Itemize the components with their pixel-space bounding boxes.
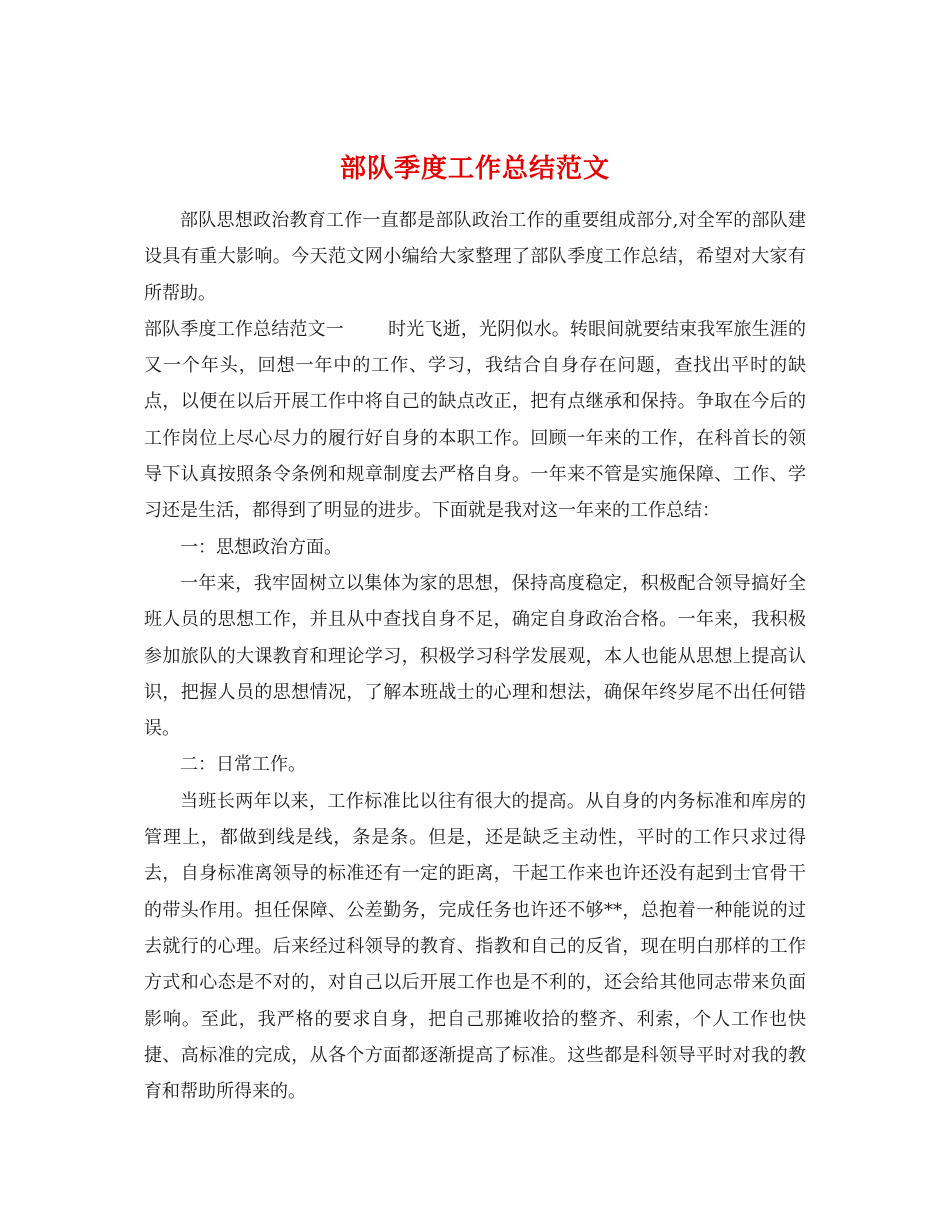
- document-body: [144, 203, 806, 1110]
- intro-paragraph: 部队思想政治教育工作一直都是部队政治工作的重要组成部分,对全军的部队建设具有重大影响。今天范文网小编给大家整理了部队季度工作总结，希望对大家有所帮助。: [144, 210, 806, 304]
- point2-heading: 二：日常工作。: [180, 754, 306, 776]
- point2-paragraph: 当班长两年以来，工作标准比以往有很大的提高。从自身的内务标准和库房的管理上，都做到线是线，条是条。但是，还是缺乏主动性，平时的工作只求过得去，自身标准离领导的标准还有一定的距离，干起工作来也许还没有起到士官骨干的带头作用。担任保障、公差勤务，完成任务也许还不够**，总抱着一种能说的过去就行的心理。后来经过科领导的教育、指教和自己的反省，现在明白那样的工作方式和心态是不对的，对自己以后开展工作也是不利的，还会给其他同志带来负面影响。至此，我严格的要求自身，把自己那摊收拾的整齐、利索，个人工作也快捷、高标准的完成，从各个方面都逐渐提高了标准。这些都是科领导平时对我的教育和帮助所得来的。: [144, 790, 806, 1103]
- section1-heading: 部队季度工作总结范文一: [144, 318, 344, 340]
- point1-heading: 一：思想政治方面。: [180, 536, 342, 558]
- section1-paragraph: [144, 312, 806, 530]
- point1-paragraph: 一年来，我牢固树立以集体为家的思想，保持高度稳定，积极配合领导搞好全班人员的思想工作，并且从中查找自身不足，确定自身政治合格。一年来，我积极参加旅队的大课教育和理论学习，积极学习科学发展观，本人也能从思想上提高认识，把握人员的思想情况，了解本班战士的心理和想法，确保年终岁尾不出任何错误。: [144, 572, 806, 740]
- section1-text: 时光飞逝，光阴似水。转眼间就要结束我军旅生涯的又一个年头，回想一年中的工作、学习，我结合自身存在问题，查找出平时的缺点，以便在以后开展工作中将自己的缺点改正，把有点继承和保持。争取在今后的工作岗位上尽心尽力的履行好自身的本职工作。回顾一年来的工作，在科首长的领导下认真按照条令条例和规章制度去严格自身。一年来不管是实施保障、工作、学习还是生活，都得到了明显的进步。下面就是我对这一年来的工作总结：: [144, 318, 807, 522]
- document-title: 部队季度工作总结范文: [339, 154, 610, 185]
